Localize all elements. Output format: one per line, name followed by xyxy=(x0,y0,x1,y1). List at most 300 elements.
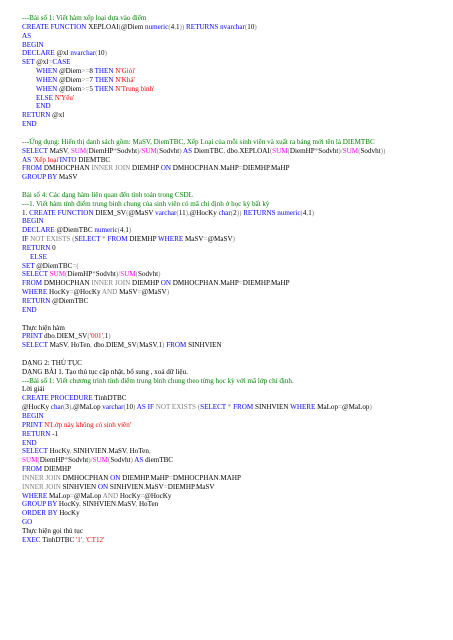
code-token: GO xyxy=(22,518,33,527)
code-token: , xyxy=(67,146,71,155)
code-token: DẠNG 2: THỦ TỤC xyxy=(22,358,82,367)
code-token: DMHOCPHAN xyxy=(172,473,219,482)
code-token: , xyxy=(306,208,309,217)
code-token: IF xyxy=(22,235,31,244)
code-token: MaSV xyxy=(139,341,157,350)
code-token: ) xyxy=(128,226,132,235)
code-line xyxy=(22,359,442,368)
code-token: @xl xyxy=(36,58,49,67)
code-token: INNER JOIN xyxy=(22,473,63,482)
code-token: . xyxy=(116,500,118,509)
code-line xyxy=(22,403,442,412)
code-token: @MaLop xyxy=(73,491,103,500)
code-token: XEPLOAI xyxy=(239,146,270,155)
code-token: ( xyxy=(123,403,126,412)
code-token: DMHOCPHAN xyxy=(172,164,219,173)
code-token: DiemTBC xyxy=(193,146,224,155)
code-token: Bài số 4: Các dạng hàm liên quan đến tính toán trong CSDL xyxy=(22,190,194,199)
code-line xyxy=(22,262,442,271)
code-line xyxy=(22,191,442,200)
code-token: ( xyxy=(197,403,201,412)
code-token: SUM xyxy=(120,270,136,279)
code-token: AS xyxy=(22,155,33,164)
code-line xyxy=(22,430,442,439)
code-token: diemTBC xyxy=(145,456,174,465)
code-token: . xyxy=(237,146,240,155)
code-token: = xyxy=(238,279,243,288)
code-token: @Diem xyxy=(120,22,146,31)
code-token: WHEN xyxy=(36,84,60,93)
code-token: . xyxy=(269,164,271,173)
code-line xyxy=(22,226,442,235)
code-token: ELSE xyxy=(36,93,55,102)
code-token: >= xyxy=(81,75,90,84)
code-token: Sodvht xyxy=(318,146,339,155)
code-token: , xyxy=(78,500,83,509)
code-token: @HocKy xyxy=(189,208,219,217)
code-token: DiemHP xyxy=(39,456,65,465)
code-token: DiemHP xyxy=(289,146,315,155)
code-token: CREATE PROCEDURE xyxy=(22,394,95,403)
code-token: = xyxy=(338,403,343,412)
code-line xyxy=(22,465,442,474)
code-line xyxy=(22,394,442,403)
code-token: SINHVIEN xyxy=(82,500,116,509)
code-token: ) xyxy=(369,403,372,412)
code-token: '1' xyxy=(76,535,83,544)
code-token: , xyxy=(156,341,159,350)
code-token: MaHP xyxy=(150,473,169,482)
code-token: MaSV xyxy=(58,173,78,182)
code-token: )) xyxy=(179,22,187,31)
code-token: Thực hiện gọi thủ tục xyxy=(22,526,83,535)
code-token: , xyxy=(174,22,176,31)
code-token: GROUP BY xyxy=(22,500,59,509)
code-token: @DiemTBC xyxy=(56,226,95,235)
code-token: MaHP xyxy=(271,164,290,173)
code-token: HoTen xyxy=(129,447,149,456)
code-token: RETURNS xyxy=(243,208,278,217)
code-token: HocKy xyxy=(59,509,80,518)
code-token: * xyxy=(102,235,108,244)
code-token: , xyxy=(102,332,105,341)
code-token: SELECT xyxy=(22,341,50,350)
code-token: , xyxy=(148,447,151,456)
code-token: ( xyxy=(156,146,160,155)
code-token: MaHP xyxy=(220,279,239,288)
code-token: ( xyxy=(86,146,89,155)
code-token: )/ xyxy=(137,146,142,155)
code-line xyxy=(22,279,442,288)
code-token: SELECT xyxy=(22,146,50,155)
code-token: ( xyxy=(287,146,290,155)
code-token: Sodvht xyxy=(360,146,381,155)
code-token: RETURN xyxy=(22,297,53,305)
code-token: 10 xyxy=(247,22,255,31)
code-line xyxy=(22,67,442,76)
code-token: 1. xyxy=(22,208,30,217)
code-token: @DiemTBC xyxy=(36,261,73,270)
code-token: FROM xyxy=(233,403,255,412)
code-token: 1 xyxy=(175,22,180,31)
code-token: WHERE xyxy=(22,288,49,297)
code-token: FROM xyxy=(22,279,44,288)
code-token: RETURNS xyxy=(186,22,221,31)
code-line xyxy=(22,518,442,527)
code-line xyxy=(22,217,442,226)
code-token: * xyxy=(64,456,69,465)
code-token: >= xyxy=(81,84,90,93)
code-token: = xyxy=(168,473,173,482)
code-token: SELECT xyxy=(22,270,50,279)
code-token: CASE xyxy=(52,58,71,67)
code-token: SUM xyxy=(49,270,66,279)
code-line xyxy=(22,138,442,147)
code-token: @MaSV xyxy=(207,235,233,244)
code-token: Thực hiện hàm xyxy=(22,323,65,332)
code-token: @Diem xyxy=(59,67,82,76)
code-token: WHEN xyxy=(36,67,60,76)
code-token: XEPLOAI xyxy=(88,22,119,31)
code-token: dbo xyxy=(226,146,238,155)
code-token: SUM xyxy=(22,456,38,465)
code-token: @MaSV xyxy=(141,288,167,297)
code-token: AND xyxy=(102,491,120,500)
code-token: INNER JOIN xyxy=(91,164,132,173)
code-token: AND xyxy=(101,288,120,297)
code-token: DIEMHP xyxy=(131,279,161,288)
code-token: DIEM_SV xyxy=(56,332,88,341)
code-token: Sodvht xyxy=(159,146,180,155)
code-token: * xyxy=(314,146,319,155)
code-token: = xyxy=(48,58,53,67)
code-token: MaHP xyxy=(220,164,239,173)
code-token: RETURN xyxy=(22,243,53,252)
code-token: 5 xyxy=(89,84,95,93)
code-token: THEN xyxy=(94,67,116,76)
code-token: NOT EXISTS xyxy=(30,235,73,244)
code-token: MaSV xyxy=(145,482,164,491)
code-token: BEGIN xyxy=(22,411,44,420)
code-token: 1 xyxy=(308,208,312,217)
code-token: @MaSV xyxy=(128,208,156,217)
code-line xyxy=(22,200,442,209)
code-line xyxy=(22,58,442,67)
code-token: THEN xyxy=(94,84,116,93)
code-token: , xyxy=(82,535,86,544)
code-token: EXEC xyxy=(22,535,43,544)
code-token: WHERE xyxy=(157,235,185,244)
code-token: N'Giỏi' xyxy=(115,67,136,76)
code-token: MaSV xyxy=(184,235,204,244)
code-token: Sodvht xyxy=(116,146,138,155)
code-token: DiemHP xyxy=(67,270,93,279)
code-token: ( xyxy=(63,403,66,412)
code-token: ( xyxy=(72,235,75,244)
code-token: MaSV xyxy=(108,447,127,456)
code-line xyxy=(22,306,442,315)
code-token: 4 xyxy=(170,22,175,31)
code-token: INNER JOIN xyxy=(22,482,63,491)
code-token: numeric xyxy=(94,226,118,235)
code-token: DIEMHP xyxy=(131,164,161,173)
code-token: . xyxy=(104,341,106,350)
code-token: RETURN xyxy=(22,429,53,438)
code-token: Sodvht xyxy=(138,270,159,279)
code-token: 1 xyxy=(158,341,163,350)
code-token: DMHOCPHAN xyxy=(172,279,219,288)
code-token: @Diem xyxy=(59,84,82,93)
code-token: ---Bài số 1: Viết hàm xếp loại dựa vào điểm xyxy=(22,14,147,22)
code-token: SUM xyxy=(92,456,108,465)
code-token: 10 xyxy=(97,49,105,58)
code-token: @Diem xyxy=(59,75,82,84)
code-token: 3 xyxy=(65,403,69,412)
code-line xyxy=(22,297,442,306)
code-token: , xyxy=(67,341,71,350)
code-token: = xyxy=(69,288,74,297)
code-token: @MaLop xyxy=(73,403,103,412)
code-line xyxy=(22,164,442,173)
blank-line xyxy=(22,315,442,324)
code-token: . xyxy=(194,482,196,491)
code-token: Sodvht xyxy=(68,456,89,465)
code-token: MaSV xyxy=(49,341,68,350)
code-token: 2 xyxy=(233,208,237,217)
code-line xyxy=(22,421,442,430)
code-token: = xyxy=(203,235,208,244)
code-token: END xyxy=(36,102,51,111)
code-token: ( xyxy=(358,146,361,155)
code-token: varchar xyxy=(155,208,177,217)
code-token: 4 xyxy=(302,208,307,217)
code-token: N'Yếu' xyxy=(54,93,75,102)
code-line xyxy=(22,14,442,23)
code-token: ( xyxy=(65,270,68,279)
code-token: numeric xyxy=(277,208,301,217)
code-token: FROM xyxy=(22,465,44,474)
code-token: @DiemTBC xyxy=(52,297,89,305)
code-token: ORDER BY xyxy=(22,509,60,518)
code-token: . xyxy=(54,332,57,341)
code-token: SINHVIEN xyxy=(62,482,98,491)
code-token: ) xyxy=(311,208,315,217)
code-token: N'Lớp này không có sinh viên' xyxy=(44,420,132,429)
code-token: DIEMHP xyxy=(129,235,158,244)
code-token: SINHVIEN xyxy=(188,341,222,350)
code-token: ( xyxy=(269,146,273,155)
code-token: ( xyxy=(168,22,171,31)
code-token: GROUP BY xyxy=(22,173,59,182)
code-token: SINHVIEN xyxy=(109,482,144,491)
code-token: RETURN xyxy=(22,111,53,120)
code-token: FROM xyxy=(107,235,130,244)
code-token: ), xyxy=(68,403,74,412)
code-token: 'Xếp loại' xyxy=(32,155,60,164)
code-line xyxy=(22,288,442,297)
code-token: = xyxy=(238,164,243,173)
code-token: )/ xyxy=(115,270,121,279)
code-line xyxy=(22,368,442,377)
code-token: ON xyxy=(160,164,173,173)
code-token: * xyxy=(227,403,234,412)
code-line xyxy=(22,102,442,111)
code-token: SUM xyxy=(272,146,288,155)
code-token: , xyxy=(135,500,139,509)
code-token: FROM xyxy=(166,341,189,350)
code-token: ( xyxy=(117,226,120,235)
code-token: ( xyxy=(230,208,234,217)
code-token: ( xyxy=(95,49,98,58)
code-token: @HocKy xyxy=(73,288,102,297)
code-token: char xyxy=(50,403,64,412)
code-token: ) xyxy=(232,235,235,244)
code-token: HocKy xyxy=(49,288,70,297)
code-line xyxy=(22,377,442,386)
code-token: . xyxy=(148,473,151,482)
code-token: DIEMHP xyxy=(242,164,270,173)
code-token: numeric xyxy=(145,22,169,31)
code-token: ( xyxy=(126,208,129,217)
code-token: DIEM_SV xyxy=(105,341,137,350)
code-token: END xyxy=(22,305,37,314)
code-token: WHEN xyxy=(36,75,60,84)
code-line xyxy=(22,173,442,182)
code-token: SELECT xyxy=(200,403,228,412)
code-token: ), xyxy=(185,208,190,217)
code-token: DIEMHP xyxy=(242,279,270,288)
code-token: ( xyxy=(136,341,140,350)
code-token: HocKy xyxy=(58,500,79,509)
code-token: HocKy xyxy=(119,491,141,500)
code-token: SELECT xyxy=(74,235,103,244)
code-line xyxy=(22,324,442,333)
code-line xyxy=(22,447,442,456)
code-token: DIEMHP xyxy=(43,465,72,474)
code-token: END xyxy=(22,438,37,447)
code-token: DIEM_SV xyxy=(95,208,127,217)
code-token: ) xyxy=(179,146,184,155)
code-token: MaSV xyxy=(195,482,215,491)
code-line xyxy=(22,474,442,483)
code-token: 1 xyxy=(104,332,109,341)
blank-line xyxy=(22,182,442,191)
code-token: ( xyxy=(107,456,111,465)
code-token: @xl xyxy=(56,49,71,58)
code-token: ( xyxy=(300,208,303,217)
code-token: IF xyxy=(147,403,156,412)
code-line xyxy=(22,41,442,50)
code-token: SINHVIEN xyxy=(255,403,291,412)
code-line xyxy=(22,500,442,509)
code-token: )/ xyxy=(88,456,93,465)
code-token: DIEMHP xyxy=(167,482,195,491)
code-token: MaHP xyxy=(271,279,290,288)
code-token: nvarchar xyxy=(70,49,96,58)
code-token: 1 xyxy=(125,226,129,235)
code-token: 11 xyxy=(178,208,186,217)
code-token: = xyxy=(163,482,168,491)
code-token: Sodvht xyxy=(95,270,116,279)
code-line xyxy=(22,94,442,103)
code-token: MaSV xyxy=(49,146,68,155)
code-line xyxy=(22,85,442,94)
code-token: ( xyxy=(37,456,40,465)
code-token: ) xyxy=(133,403,137,412)
code-token: , xyxy=(90,341,94,350)
code-line xyxy=(22,156,442,165)
code-token: 4 xyxy=(119,226,124,235)
code-token: ( xyxy=(118,22,121,31)
code-token: ON xyxy=(97,482,110,491)
blank-line xyxy=(22,129,442,138)
code-token: 10 xyxy=(125,403,134,412)
code-token: DMHOCPHAN xyxy=(43,164,92,173)
code-token: DẠNG BÀI 1. Tạo thủ tục cập nhật, bổ sung , xoá dữ liệu. xyxy=(22,367,188,376)
code-line xyxy=(22,209,442,218)
code-token: MAHP xyxy=(220,473,241,482)
code-token: dbo xyxy=(93,341,105,350)
code-line xyxy=(22,536,442,545)
code-token: ) xyxy=(158,270,161,279)
code-token: N'Khá' xyxy=(115,75,135,84)
code-token: , xyxy=(126,447,130,456)
code-line xyxy=(22,270,442,279)
code-token: @xl xyxy=(52,111,65,120)
code-token: @MaLop xyxy=(342,403,370,412)
code-token: 'CT12' xyxy=(85,535,105,544)
code-token: DIEMTBC xyxy=(78,155,111,164)
code-token: = xyxy=(137,288,142,297)
code-token: ( xyxy=(87,332,90,341)
code-token: ( xyxy=(135,270,139,279)
code-token: SINHVIEN xyxy=(73,447,107,456)
code-token: ) xyxy=(166,288,170,297)
code-token: THEN xyxy=(94,75,116,84)
code-token: TinhDTBC xyxy=(94,394,127,403)
code-line xyxy=(22,341,442,350)
code-token: * xyxy=(92,270,96,279)
code-token: nvarchar xyxy=(220,22,245,31)
code-token: dbo xyxy=(44,332,55,341)
code-line xyxy=(22,439,442,448)
code-token: )) xyxy=(236,208,244,217)
code-token: SUM xyxy=(342,146,359,155)
code-token: DMHOCPHAN xyxy=(62,473,111,482)
code-token: HocKy xyxy=(49,447,70,456)
code-token: = xyxy=(140,491,145,500)
code-token: ( xyxy=(244,22,248,31)
code-token: DECLARE xyxy=(22,49,57,58)
code-line xyxy=(22,456,442,465)
code-token: Lời giải xyxy=(22,385,45,394)
code-token: )/ xyxy=(338,146,343,155)
code-line xyxy=(22,527,442,536)
code-token: INTO xyxy=(59,155,79,164)
code-line xyxy=(22,23,442,32)
code-token: ---Bài số 1: Viết chương trình tính điểm trung bình chung theo từng học kỳ với mã lớp chỉ định. xyxy=(22,376,294,385)
code-token: AS xyxy=(22,31,32,40)
code-token: 8 xyxy=(89,67,95,76)
code-token: PRINT xyxy=(22,420,45,429)
code-token: ---Ứng dụng: Hiển thị danh sách gồm: MaSV, DiemTBC, Xếp Loại của mỗi sinh viên và xuất ra bảng mới tên là DIEMTBC xyxy=(22,137,375,146)
code-token: , xyxy=(69,447,74,456)
code-token: MaLop xyxy=(49,491,70,500)
blank-line xyxy=(22,350,442,359)
code-token: HoTen xyxy=(138,500,159,509)
code-token: Sodvht xyxy=(110,456,131,465)
code-token: SUM xyxy=(70,146,87,155)
